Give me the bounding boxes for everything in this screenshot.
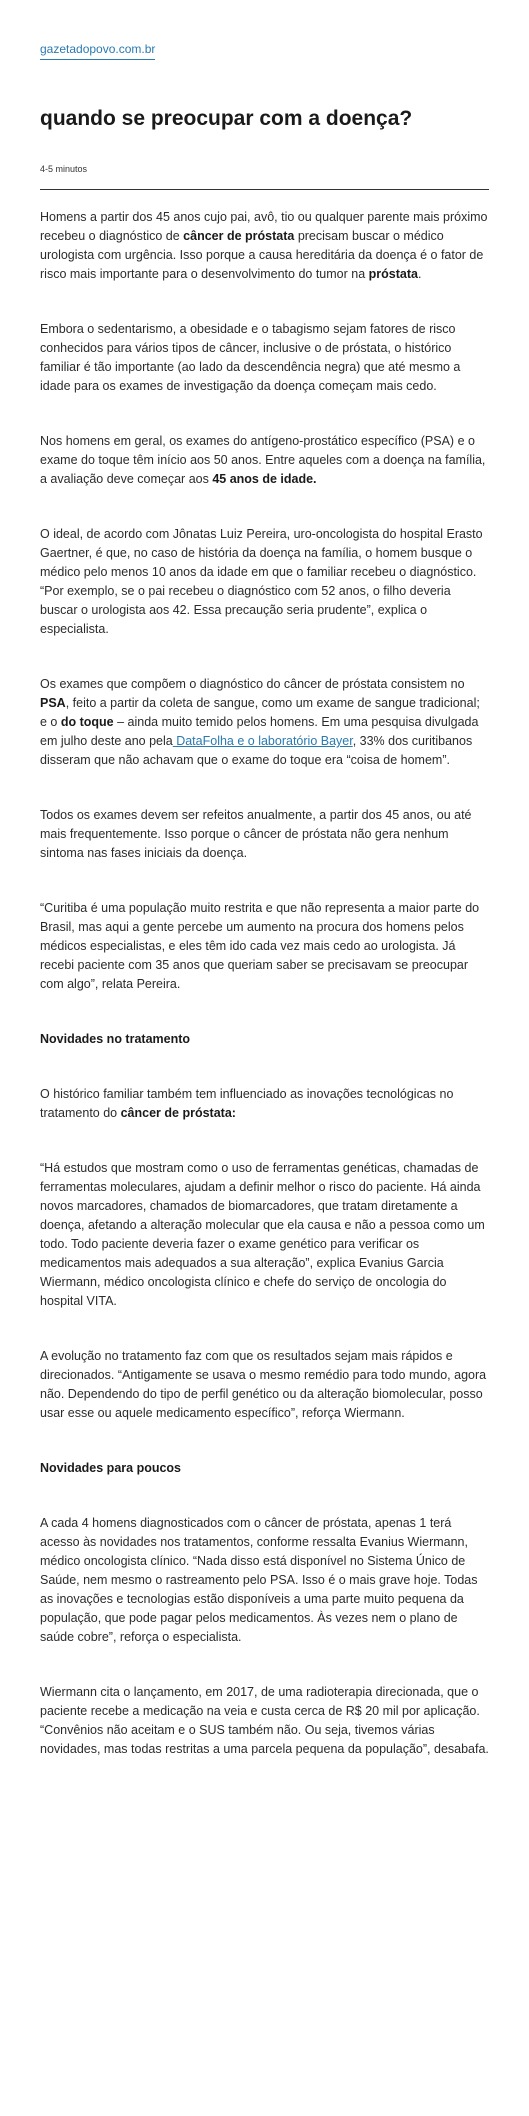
bold-text: PSA: [40, 696, 66, 711]
section-heading-poucos: Novidades para poucos: [40, 1461, 182, 1476]
datafolha-link[interactable]: DataFolha e o laboratório Bayer: [172, 734, 353, 749]
divider: [40, 189, 489, 190]
text: , feito a partir da coleta de sangue, como um exame de sangue tradicional; e o: [40, 696, 480, 730]
text: precisam buscar o médico urologista com urgência. Isso porque a causa hereditária da doença é o fator de risco mais importante para o desenvolvimento do tumor na: [40, 229, 484, 282]
text: Os exames que compõem o diagnóstico do câncer de próstata consistem no: [40, 677, 465, 692]
page-title: quando se preocupar com a doença?: [40, 107, 413, 130]
source-link[interactable]: gazetadopovo.com.br: [40, 42, 155, 60]
text: Homens a partir dos 45 anos cujo pai, avô, tio ou qualquer parente mais próximo recebeu o diagnóstico de: [40, 210, 488, 244]
paragraph-7: “Curitiba é uma população muito restrita e que não representa a maior parte do Brasil, mas aqui a gente percebe um aumento na procura dos homens pelos médicos especialistas, e eles têm ido cada vez mais cedo ao urologista. Já recebi paciente com 35 anos que queriam saber se precisavam se preocupar com algo”, relata Pereira.: [40, 901, 480, 992]
bold-text: do toque: [60, 715, 114, 730]
paragraph-6: Todos os exames devem ser refeitos anualmente, a partir dos 45 anos, ou até mais frequentemente. Isso porque o câncer de próstata não gera nenhum sintoma nas fases iniciais da doença.: [40, 808, 472, 861]
paragraph-11: A cada 4 homens diagnosticados com o câncer de próstata, apenas 1 terá acesso às novidades nos tratamentos, conforme ressalta Evanius Wiermann, médico oncologista clínico. “Nada disso está disponível no Sistema Único de Saúde, nem mesmo o rastreamento pelo PSA. Isso é o mais grave hoje. Todas as inovações e tecnologias estão disponíveis a uma parte muito pequena da população, que pode pagar pelos medicamentos. Às vezes nem o plano de saúde cobre”, reforça o especialista.: [40, 1516, 478, 1645]
text: .: [417, 267, 422, 282]
bold-text: câncer de próstata: [183, 229, 295, 244]
paragraph-8: [40, 1085, 489, 1123]
text: Nos homens em geral, os exames do antígeno-prostático específico (PSA) e o exame do toque têm início aos 50 anos. Entre aqueles com a doença na família, a avaliação deve começar aos: [40, 434, 486, 487]
read-time: 4-5 minutos: [40, 164, 88, 175]
bold-text: câncer de próstata:: [120, 1106, 236, 1121]
paragraph-1: [40, 208, 489, 284]
paragraph-5: [40, 675, 489, 770]
paragraph-4: O ideal, de acordo com Jônatas Luiz Pereira, uro-oncologista do hospital Erasto Gaertner, é que, no caso de história da doença na família, o homem busque o médico pelo menos 10 anos da idade em que o familiar recebeu o diagnóstico. “Por exemplo, se o pai recebeu o diagnóstico com 52 anos, o filho deveria buscar o urologista aos 42. Essa precaução seria prudente”, explica o especialista.: [40, 527, 483, 637]
paragraph-2: Embora o sedentarismo, a obesidade e o tabagismo sejam fatores de risco conhecidos para vários tipos de câncer, inclusive o de próstata, o histórico familiar é tão importante (ao lado da descendência negra) que até mesmo a idade para os exames de investigação da doença começam mais cedo.: [40, 322, 461, 394]
text: – ainda muito temido pelos homens. Em uma pesquisa divulgada em julho deste ano pela: [40, 715, 479, 749]
bold-text: 45 anos de idade.: [212, 472, 317, 487]
paragraph-9: “Há estudos que mostram como o uso de ferramentas genéticas, chamadas de ferramentas moleculares, ajudam a definir melhor o risco do paciente. Há ainda novos marcadores, chamados de biomarcadores, que tratam diretamente a doença, afetando a alteração molecular que ela causa e não a pessoa como um todo. Todo paciente deveria fazer o exame genético para verificar os medicamentos mais adequados a sua alteração”, explica Evanius Garcia Wiermann, médico oncologista clínico e chefe do serviço de oncologia do hospital VITA.: [40, 1161, 485, 1309]
text: , 33% dos curitibanos disseram que não achavam que o exame do toque era “coisa de homem”.: [40, 734, 473, 768]
bold-text: próstata: [368, 267, 418, 282]
text: O histórico familiar também tem influenciado as inovações tecnológicas no tratamento do: [40, 1087, 454, 1121]
paragraph-3: [40, 432, 489, 489]
article-body: [40, 208, 489, 1759]
paragraph-12: Wiermann cita o lançamento, em 2017, de uma radioterapia direcionada, que o paciente recebe a medicação na veia e custa cerca de R$ 20 mil por aplicação. “Convênios não aceitam e o SUS também não. Ou seja, tivemos várias novidades, mas todas restritas a uma parcela pequena da população”, desabafa.: [40, 1685, 489, 1757]
paragraph-10: A evolução no tratamento faz com que os resultados sejam mais rápidos e direcionados. “Antigamente se usava o mesmo remédio para todo mundo, agora não. Dependendo do tipo de perfil genético ou da alteração biomolecular, posso usar esse ou aquele medicamento específico”, reforça Wiermann.: [40, 1349, 487, 1421]
section-heading-tratamento: Novidades no tratamento: [40, 1032, 191, 1047]
